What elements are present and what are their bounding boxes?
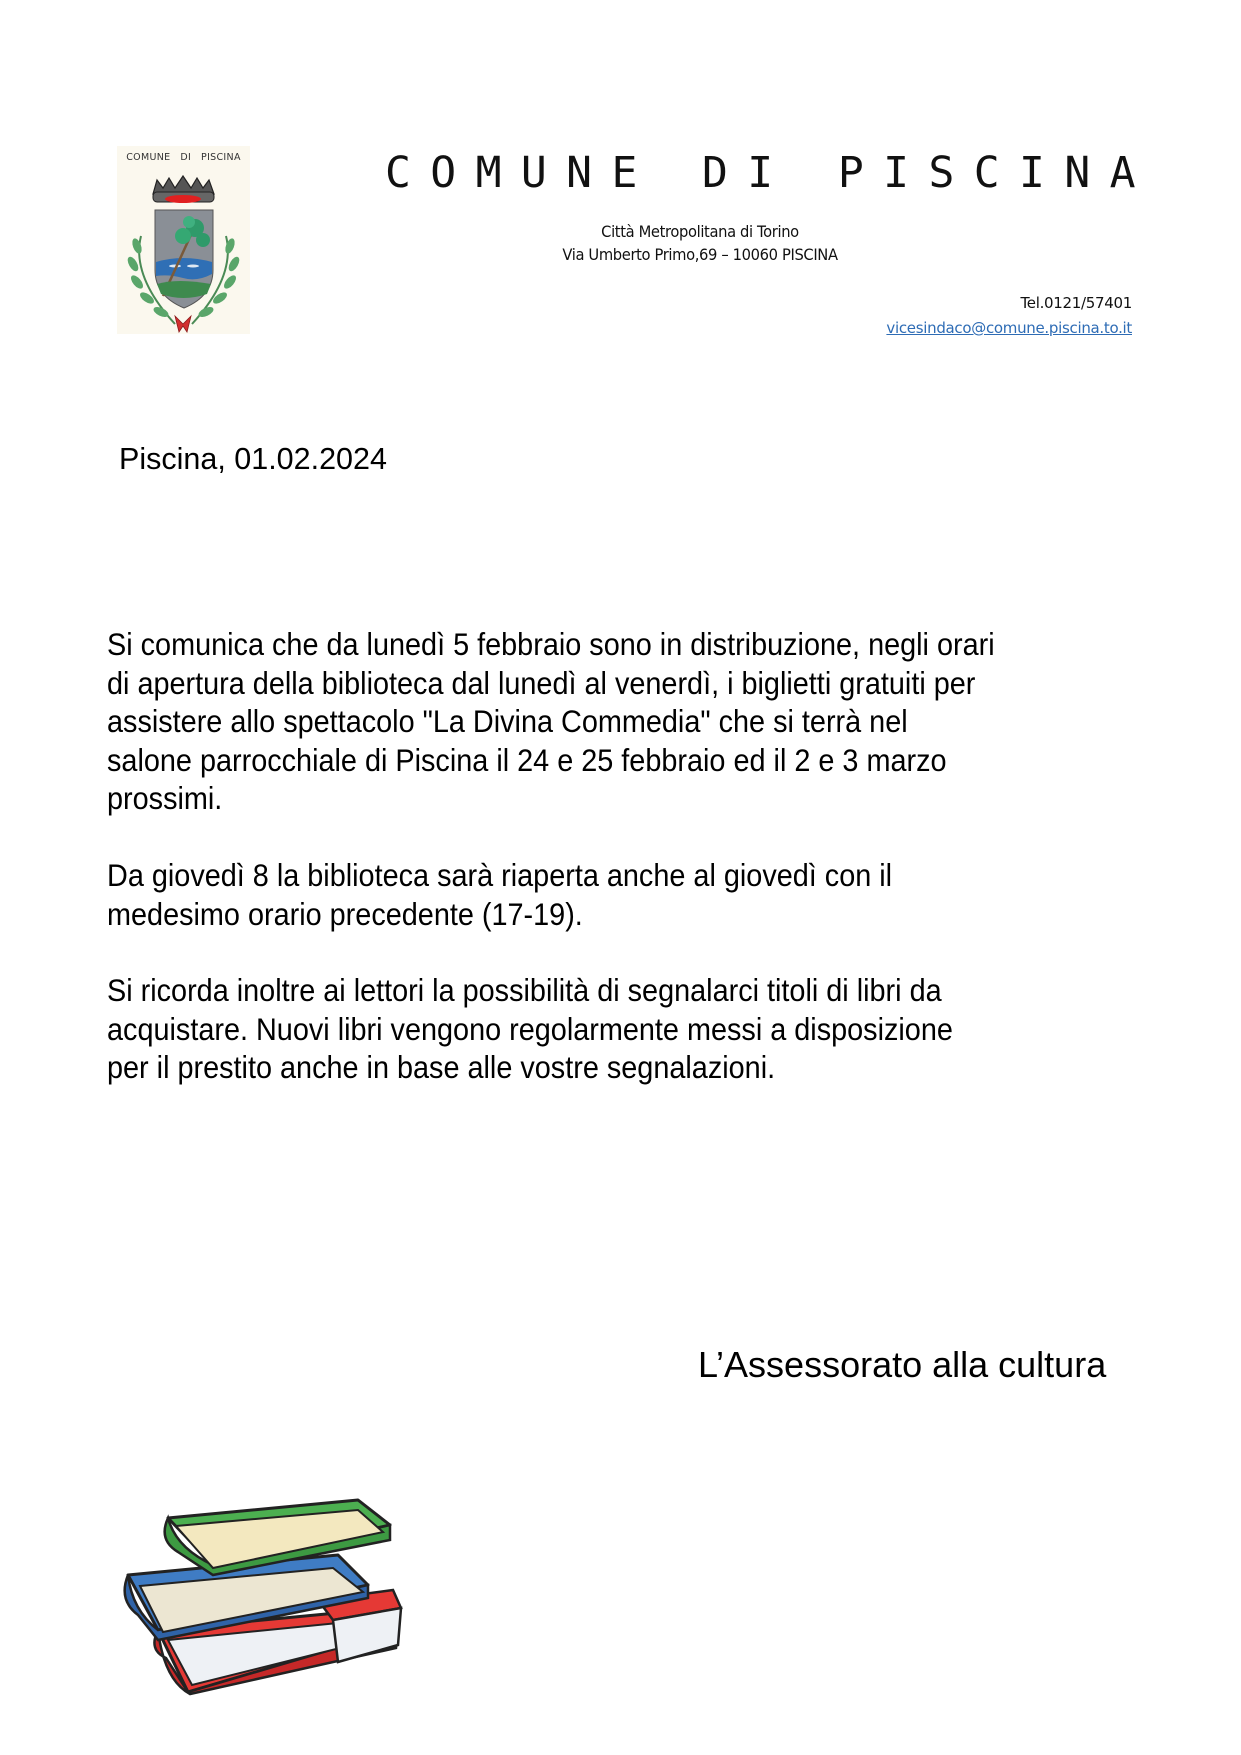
coat-of-arms-icon: [117, 166, 250, 334]
signature: L’Assessorato alla cultura: [698, 1344, 1107, 1385]
paragraph-book-suggestions: [107, 971, 1150, 1087]
paragraph-opening-hours: [107, 856, 1150, 933]
paragraph-line: di apertura della biblioteca dal lunedì al venerdì, i biglietti gratuiti per: [107, 664, 976, 701]
place-and-date: Piscina, 01.02.2024: [119, 442, 387, 476]
crown-icon: [153, 176, 214, 203]
paragraph-line: per il prestito anche in base alle vostre segnalazioni.: [107, 1049, 776, 1086]
paragraph-line: medesimo orario precedente (17-19).: [107, 895, 583, 932]
paragraph-line: prossimi.: [107, 780, 223, 817]
ribbon-icon: [175, 316, 191, 332]
address-line: Via Umberto Primo,69 – 10060 PISCINA: [562, 245, 838, 264]
metropolitan-city-line: Città Metropolitana di Torino: [601, 222, 799, 241]
paragraph-line: acquistare. Nuovi libri vengono regolarmente messi a disposizione: [107, 1010, 953, 1047]
stack-of-books-icon: [118, 1480, 418, 1700]
paragraph-line: salone parrocchiale di Piscina il 24 e 25 febbraio ed il 2 e 3 marzo: [107, 741, 947, 778]
paragraph-tickets: [107, 625, 1150, 818]
municipality-title: COMUNE DI PISCINA: [385, 148, 1155, 198]
paragraph-line: Si ricorda inoltre ai lettori la possibilità di segnalarci titoli di libri da: [107, 972, 942, 1008]
coat-of-arms-logo: [117, 146, 250, 334]
email-link[interactable]: vicesindaco@comune.piscina.to.it: [886, 319, 1132, 337]
shield-icon: [155, 210, 213, 308]
telephone-number: Tel.0121/57401: [1020, 294, 1132, 312]
logo-caption: COMUNE DI PISCINA: [126, 152, 241, 163]
paragraph-line: Si comunica che da lunedì 5 febbraio sono in distribuzione, negli orari: [107, 626, 995, 662]
paragraph-line: Da giovedì 8 la biblioteca sarà riaperta anche al giovedì con il: [107, 857, 893, 893]
paragraph-line: assistere allo spettacolo "La Divina Commedia" che si terrà nel: [107, 703, 908, 740]
